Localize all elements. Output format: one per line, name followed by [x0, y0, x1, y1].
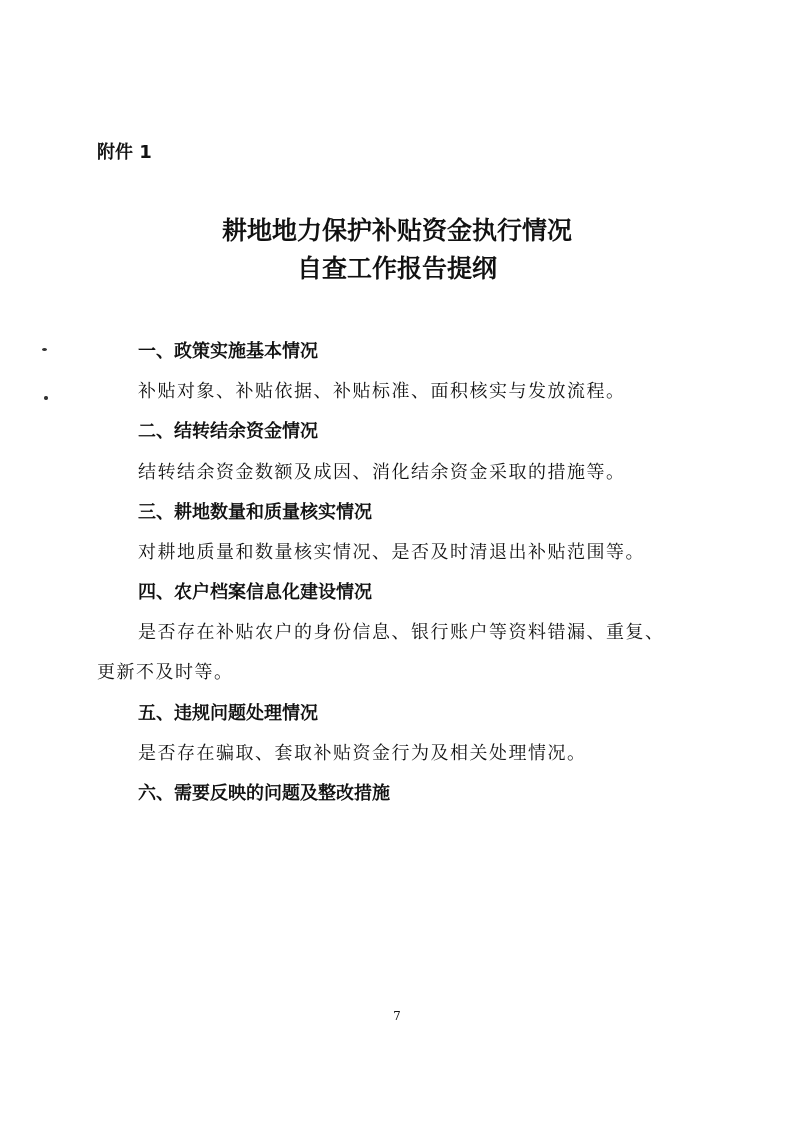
scan-speck	[42, 348, 47, 351]
document-title-line-1: 耕地地力保护补贴资金执行情况	[221, 216, 572, 245]
section-heading-6: 六、需要反映的问题及整改措施	[138, 783, 390, 804]
section-body-4-line-1: 是否存在补贴农户的身份信息、银行账户等资料错漏、重复、	[138, 622, 665, 643]
page-number: 7	[393, 1009, 401, 1023]
section-heading-5: 五、违规问题处理情况	[138, 703, 318, 724]
section-body-4-line-2: 更新不及时等。	[97, 662, 234, 683]
section-heading-4: 四、农户档案信息化建设情况	[138, 582, 372, 603]
section-heading-2: 二、结转结余资金情况	[138, 421, 318, 442]
section-body-2: 结转结余资金数额及成因、消化结余资金采取的措施等。	[138, 462, 626, 483]
section-body-1: 补贴对象、补贴依据、补贴标准、面积核实与发放流程。	[138, 381, 626, 402]
section-heading-3: 三、耕地数量和质量核实情况	[138, 502, 372, 523]
attachment-label: 附件 1	[97, 142, 152, 163]
section-body-5: 是否存在骗取、套取补贴资金行为及相关处理情况。	[138, 743, 587, 764]
section-heading-1: 一、政策实施基本情况	[138, 341, 318, 362]
document-title-line-2: 自查工作报告提纲	[296, 254, 497, 283]
scan-speck	[44, 396, 48, 400]
section-body-3: 对耕地质量和数量核实情况、是否及时清退出补贴范围等。	[138, 542, 645, 563]
